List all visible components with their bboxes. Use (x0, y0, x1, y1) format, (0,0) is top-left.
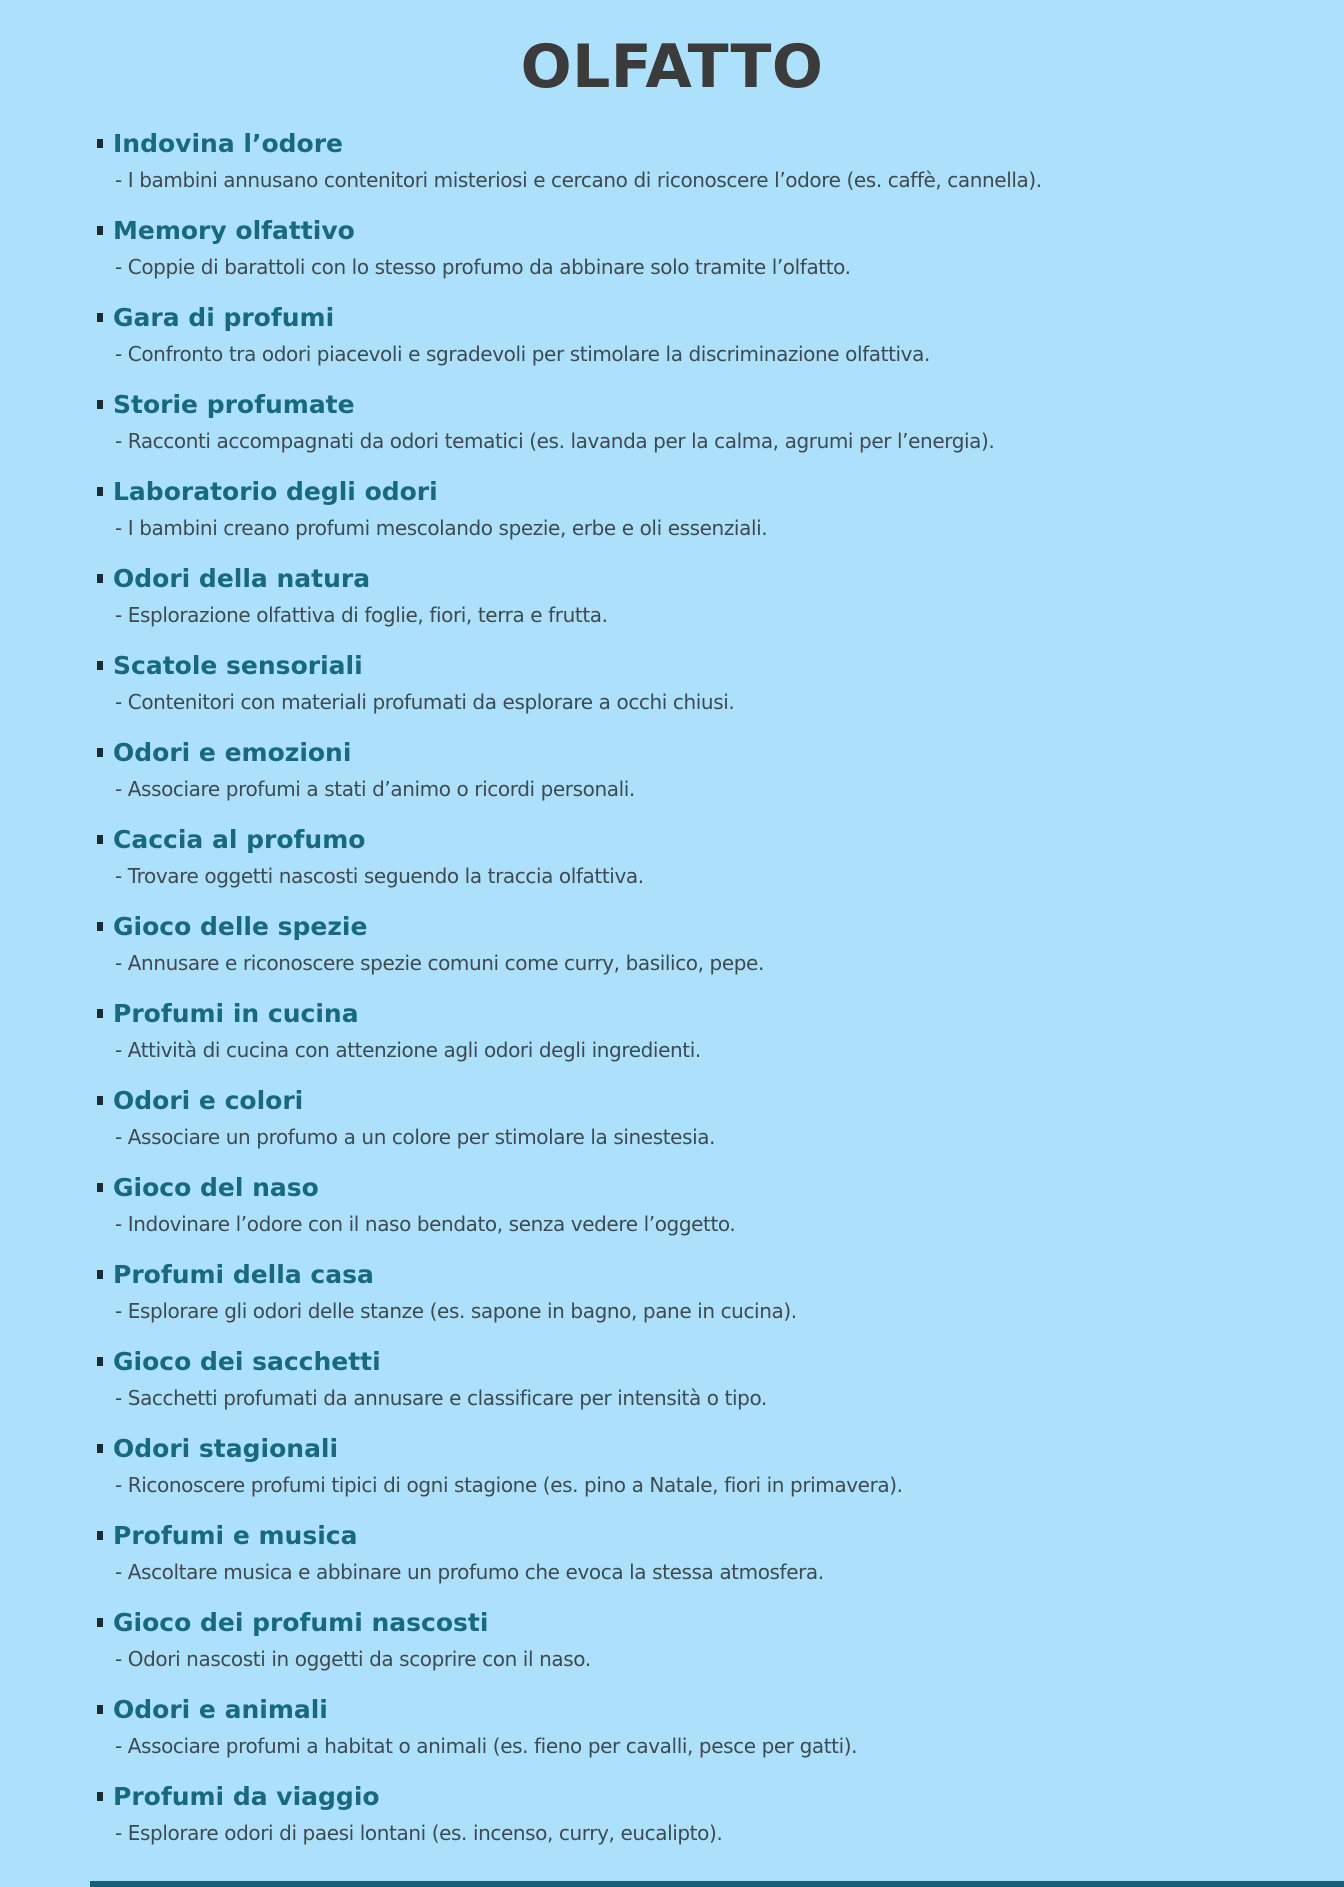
page-title: OLFATTO (520, 32, 824, 102)
activity-description: - Confronto tra odori piacevoli e sgradevoli per stimolare la discriminazione olfattiva. (115, 342, 930, 366)
list-item (113, 1607, 1304, 1673)
list-item (113, 1085, 1304, 1151)
square-bullet-icon (97, 1183, 103, 1192)
activity-title: Gioco del naso (113, 1173, 319, 1202)
activity-description: - I bambini annusano contenitori misteriosi e cercano di riconoscere l’odore (es. caffè, cannella). (115, 168, 1042, 192)
activity-title: Odori e emozioni (113, 738, 352, 767)
activity-title: Profumi della casa (113, 1260, 374, 1289)
square-bullet-icon (97, 1705, 103, 1714)
activity-title: Profumi e musica (113, 1521, 358, 1550)
activity-description: - Associare profumi a stati d’animo o ricordi personali. (115, 777, 635, 801)
activity-title: Profumi da viaggio (113, 1782, 380, 1811)
square-bullet-icon (97, 139, 103, 148)
activity-description: - Trovare oggetti nascosti seguendo la traccia olfattiva. (115, 864, 644, 888)
square-bullet-icon (97, 661, 103, 670)
square-bullet-icon (97, 835, 103, 844)
list-item (113, 1520, 1304, 1586)
activity-title: Odori e animali (113, 1695, 328, 1724)
activity-description: - Associare un profumo a un colore per stimolare la sinestesia. (115, 1125, 716, 1149)
square-bullet-icon (97, 1531, 103, 1540)
square-bullet-icon (97, 1357, 103, 1366)
list-item (113, 1259, 1304, 1325)
list-item (113, 128, 1304, 194)
list-item (113, 650, 1304, 716)
list-item (113, 737, 1304, 803)
list-item (113, 1172, 1304, 1238)
activity-description: - I bambini creano profumi mescolando spezie, erbe e oli essenziali. (115, 516, 768, 540)
list-item (113, 302, 1304, 368)
square-bullet-icon (97, 1618, 103, 1627)
list-item (113, 1694, 1304, 1760)
square-bullet-icon (97, 487, 103, 496)
activity-title: Gara di profumi (113, 303, 335, 332)
activity-description: - Annusare e riconoscere spezie comuni come curry, basilico, pepe. (115, 951, 764, 975)
square-bullet-icon (97, 1270, 103, 1279)
activity-description: - Esplorazione olfattiva di foglie, fiori, terra e frutta. (115, 603, 608, 627)
activity-title: Gioco dei sacchetti (113, 1347, 381, 1376)
list-item (113, 998, 1304, 1064)
activity-title: Profumi in cucina (113, 999, 359, 1028)
list-item (113, 911, 1304, 977)
activity-title: Caccia al profumo (113, 825, 366, 854)
activity-title: Odori e colori (113, 1086, 304, 1115)
square-bullet-icon (97, 574, 103, 583)
activity-description: - Attività di cucina con attenzione agli odori degli ingredienti. (115, 1038, 701, 1062)
square-bullet-icon (97, 313, 103, 322)
square-bullet-icon (97, 226, 103, 235)
activity-description: - Sacchetti profumati da annusare e classificare per intensità o tipo. (115, 1386, 767, 1410)
list-item (113, 824, 1304, 890)
activity-title: Gioco delle spezie (113, 912, 368, 941)
activity-description: - Indovinare l’odore con il naso bendato, senza vedere l’oggetto. (115, 1212, 736, 1236)
list-item (113, 1433, 1304, 1499)
list-item (113, 1781, 1304, 1847)
activity-description: - Contenitori con materiali profumati da esplorare a occhi chiusi. (115, 690, 735, 714)
activity-description: - Esplorare odori di paesi lontani (es. incenso, curry, eucalipto). (115, 1821, 723, 1845)
list-item (113, 476, 1304, 542)
list-item (113, 215, 1304, 281)
square-bullet-icon (97, 1009, 103, 1018)
list-item (113, 1346, 1304, 1412)
square-bullet-icon (97, 1096, 103, 1105)
activity-title: Memory olfattivo (113, 216, 355, 245)
activity-title: Laboratorio degli odori (113, 477, 438, 506)
list-item (113, 563, 1304, 629)
list-item (113, 389, 1304, 455)
activity-description: - Riconoscere profumi tipici di ogni stagione (es. pino a Natale, fiori in primavera). (115, 1473, 903, 1497)
activity-title: Gioco dei profumi nascosti (113, 1608, 489, 1637)
square-bullet-icon (97, 922, 103, 931)
square-bullet-icon (97, 748, 103, 757)
activity-description: - Ascoltare musica e abbinare un profumo che evoca la stessa atmosfera. (115, 1560, 824, 1584)
activity-title: Storie profumate (113, 390, 355, 419)
activity-title: Odori della natura (113, 564, 371, 593)
activity-title: Scatole sensoriali (113, 651, 363, 680)
square-bullet-icon (97, 1444, 103, 1453)
activity-title: Indovina l’odore (113, 129, 344, 158)
square-bullet-icon (97, 1792, 103, 1801)
activity-description: - Associare profumi a habitat o animali (es. fieno per cavalli, pesce per gatti). (115, 1734, 858, 1758)
square-bullet-icon (97, 400, 103, 409)
activity-description: - Coppie di barattoli con lo stesso profumo da abbinare solo tramite l’olfatto. (115, 255, 851, 279)
activity-description: - Esplorare gli odori delle stanze (es. sapone in bagno, pane in cucina). (115, 1299, 797, 1323)
activity-list (0, 128, 1344, 1847)
bottom-partial-bar (90, 1881, 1344, 1887)
activity-description: - Racconti accompagnati da odori tematici (es. lavanda per la calma, agrumi per l’energia). (115, 429, 995, 453)
activity-description: - Odori nascosti in oggetti da scoprire con il naso. (115, 1647, 591, 1671)
activity-title: Odori stagionali (113, 1434, 339, 1463)
